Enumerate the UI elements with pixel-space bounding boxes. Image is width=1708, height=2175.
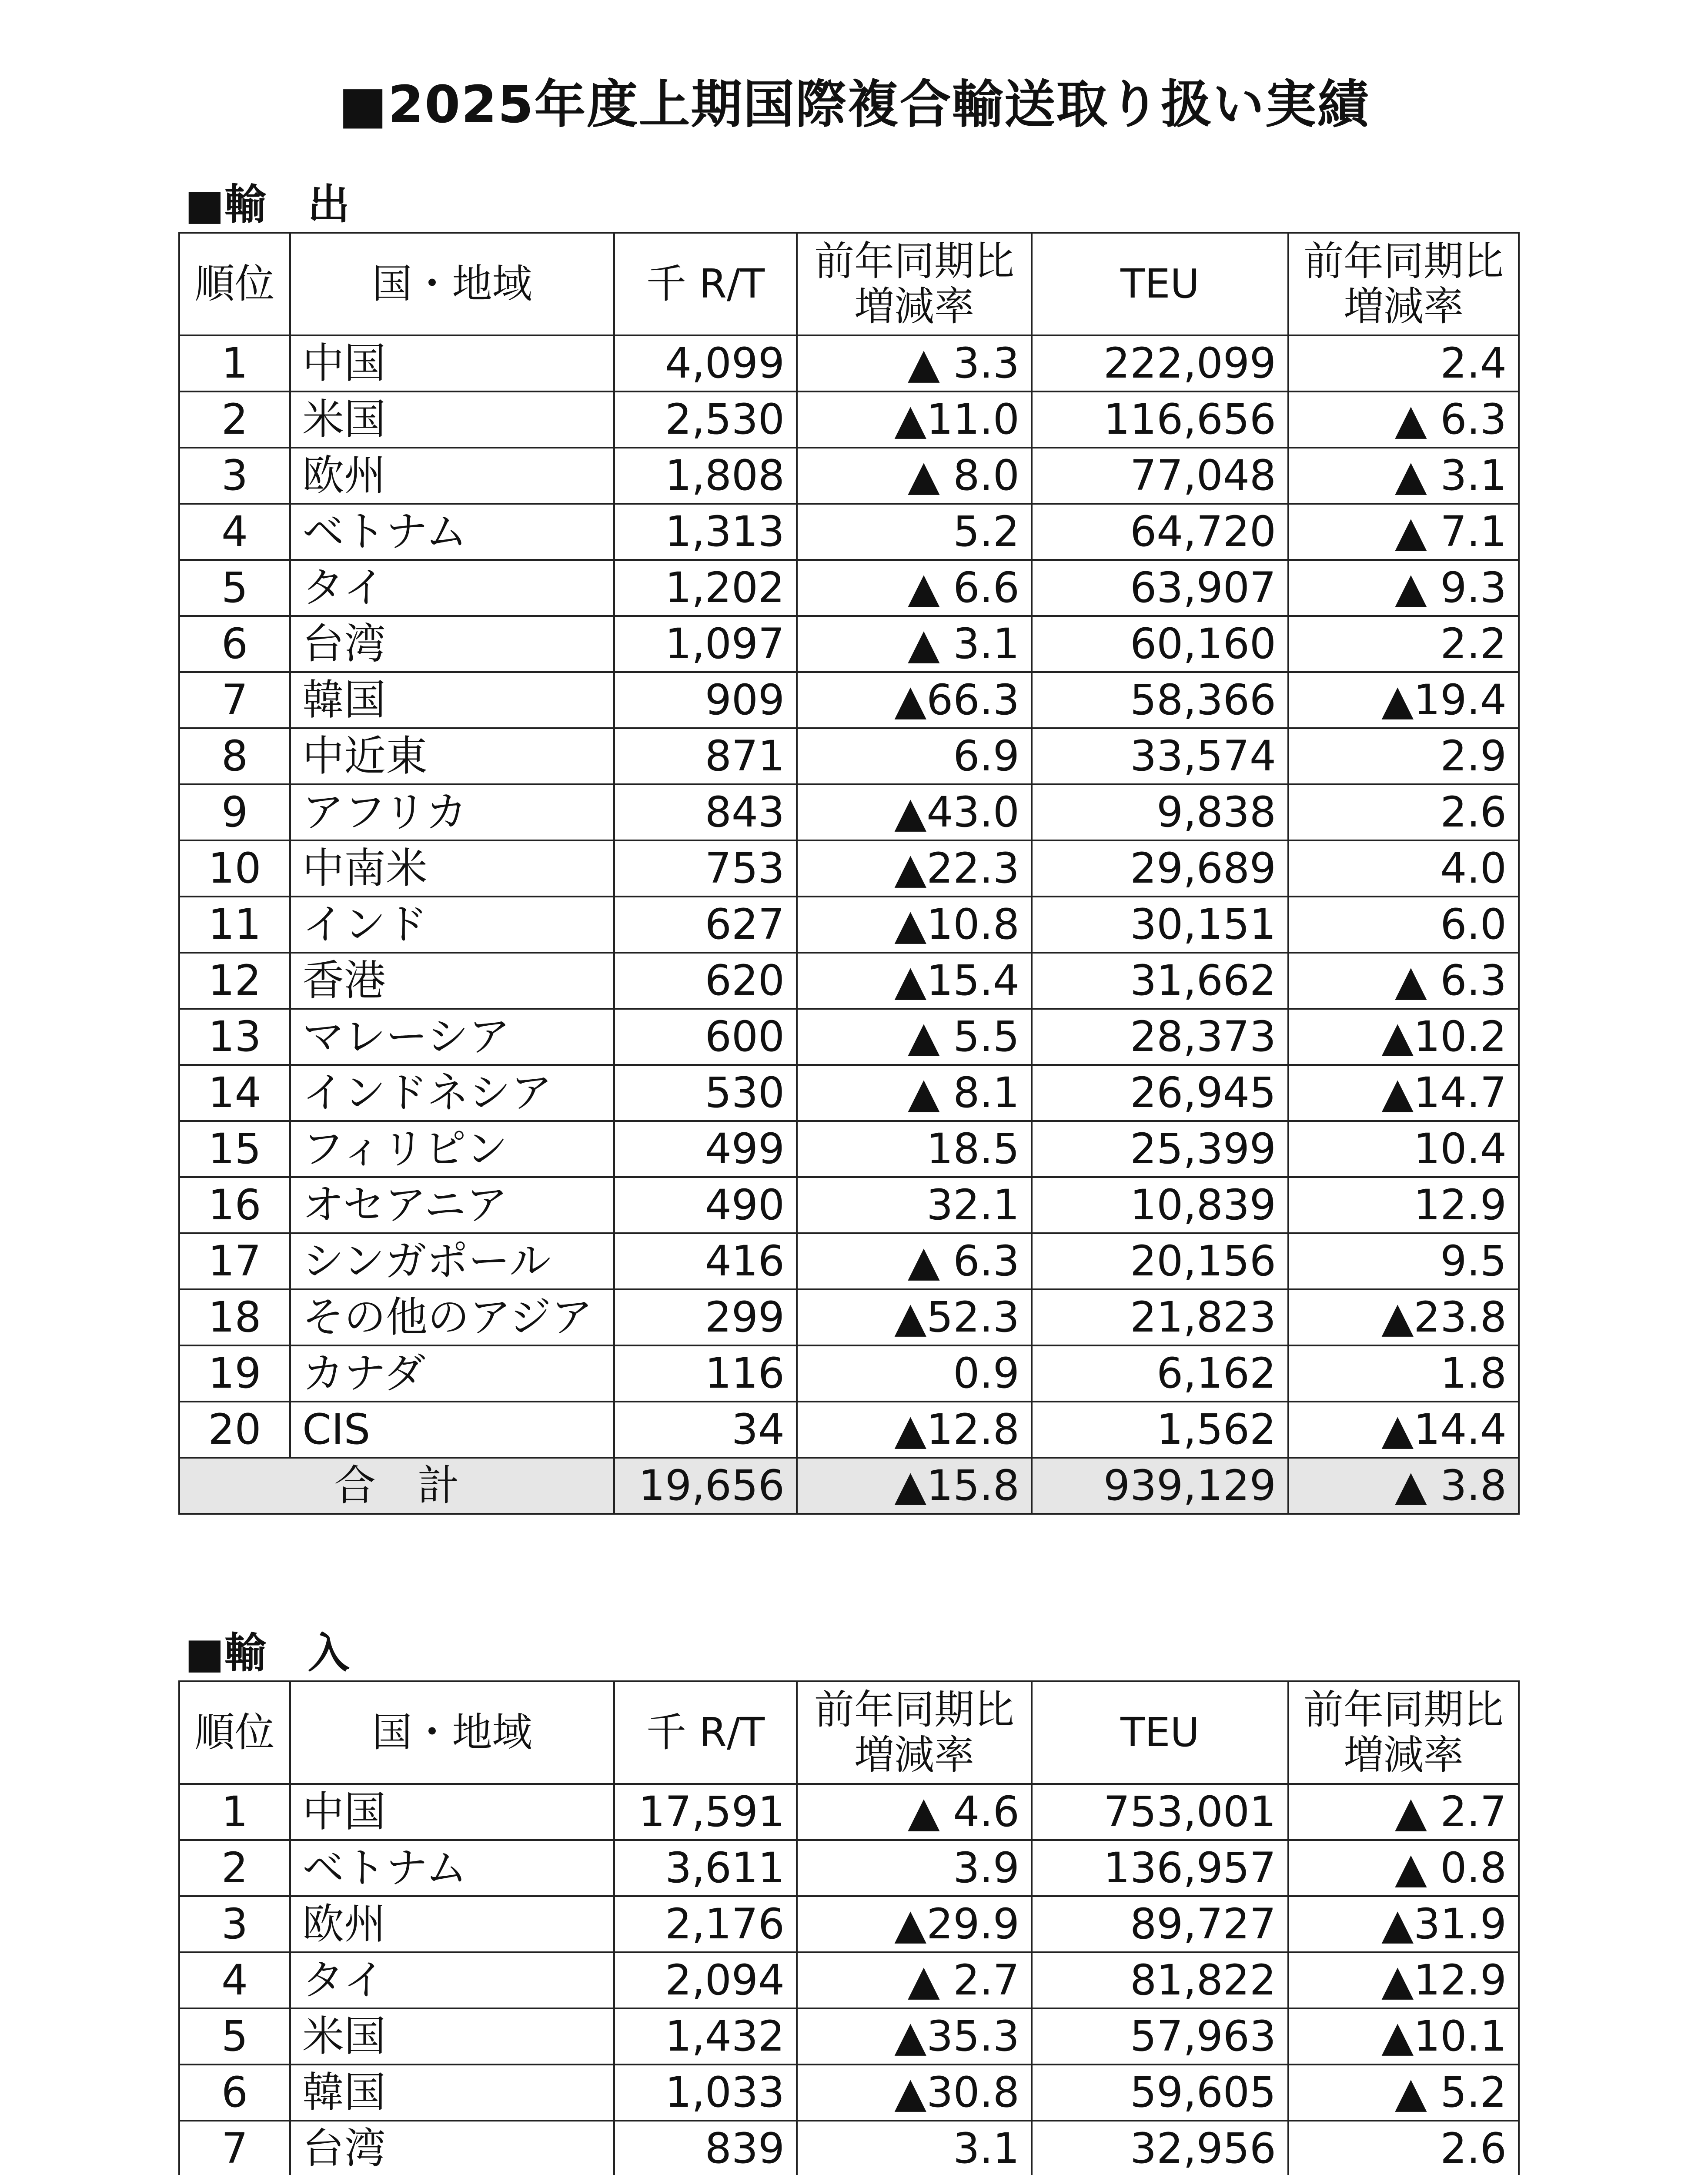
rank-cell: 2 bbox=[179, 1840, 290, 1896]
rt-rate-cell: ▲ 2.7 bbox=[797, 1952, 1032, 2008]
region-cell: その他のアジア bbox=[290, 1289, 614, 1345]
rank-cell: 6 bbox=[179, 2065, 290, 2121]
rt-rate-cell: ▲11.0 bbox=[797, 392, 1032, 448]
export-header-row bbox=[179, 233, 1519, 335]
rank-cell: 5 bbox=[179, 2008, 290, 2065]
page-title: ■2025年度上期国際複合輸送取り扱い実績 bbox=[338, 74, 1370, 134]
teu-cell: 1,562 bbox=[1032, 1402, 1288, 1458]
rt-cell: 490 bbox=[614, 1177, 797, 1233]
teu-cell: 25,399 bbox=[1032, 1121, 1288, 1177]
header-rt-rate-line1: 前年同期比 bbox=[814, 1686, 1014, 1733]
rt-cell: 1,808 bbox=[614, 448, 797, 504]
rt-rate-cell: ▲66.3 bbox=[797, 672, 1032, 728]
region-cell: 香港 bbox=[290, 953, 614, 1009]
header-rt-rate bbox=[797, 233, 1032, 335]
rt-cell: 620 bbox=[614, 953, 797, 1009]
rt-cell: 1,432 bbox=[614, 2008, 797, 2065]
region-cell: アフリカ bbox=[290, 784, 614, 840]
teu-rate-cell: ▲23.8 bbox=[1288, 1289, 1519, 1345]
rt-rate-cell: 6.9 bbox=[797, 728, 1032, 784]
rt-cell: 1,033 bbox=[614, 2065, 797, 2121]
header-rt-rate-line2: 増減率 bbox=[854, 1732, 974, 1778]
teu-rate-cell: 2.6 bbox=[1288, 2121, 1519, 2175]
teu-cell: 89,727 bbox=[1032, 1896, 1288, 1952]
teu-cell: 753,001 bbox=[1032, 1784, 1288, 1840]
rank-cell: 7 bbox=[179, 2121, 290, 2175]
teu-cell: 136,957 bbox=[1032, 1840, 1288, 1896]
region-cell: 韓国 bbox=[290, 672, 614, 728]
rt-cell: 2,176 bbox=[614, 1896, 797, 1952]
import-section-label: ■輸 入 bbox=[185, 1629, 350, 1677]
table-row bbox=[179, 1345, 1519, 1402]
teu-rate-cell: 6.0 bbox=[1288, 897, 1519, 953]
rt-cell: 909 bbox=[614, 672, 797, 728]
rt-rate-cell: ▲ 8.0 bbox=[797, 448, 1032, 504]
region-cell: 中国 bbox=[290, 1784, 614, 1840]
total-row bbox=[179, 1458, 1519, 1514]
rt-rate-cell: ▲ 5.5 bbox=[797, 1009, 1032, 1065]
rank-cell: 16 bbox=[179, 1177, 290, 1233]
header-teu-rate-line1: 前年同期比 bbox=[1303, 1686, 1504, 1733]
region-cell: 中近東 bbox=[290, 728, 614, 784]
teu-rate-cell: 2.9 bbox=[1288, 728, 1519, 784]
header-rt-rate-line2: 増減率 bbox=[854, 283, 974, 330]
rt-rate-cell: ▲35.3 bbox=[797, 2008, 1032, 2065]
region-cell: マレーシア bbox=[290, 1009, 614, 1065]
rank-cell: 1 bbox=[179, 335, 290, 392]
table-row bbox=[179, 728, 1519, 784]
region-cell: CIS bbox=[290, 1402, 614, 1458]
teu-cell: 33,574 bbox=[1032, 728, 1288, 784]
rt-rate-cell: 3.1 bbox=[797, 2121, 1032, 2175]
total-rt: 19,656 bbox=[614, 1458, 797, 1514]
region-cell: ベトナム bbox=[290, 504, 614, 560]
teu-cell: 58,366 bbox=[1032, 672, 1288, 728]
region-cell: 中国 bbox=[290, 335, 614, 392]
rank-cell: 2 bbox=[179, 392, 290, 448]
teu-rate-cell: ▲ 7.1 bbox=[1288, 504, 1519, 560]
rt-cell: 843 bbox=[614, 784, 797, 840]
region-cell: ベトナム bbox=[290, 1840, 614, 1896]
teu-rate-cell: ▲14.7 bbox=[1288, 1065, 1519, 1121]
teu-cell: 31,662 bbox=[1032, 953, 1288, 1009]
table-row bbox=[179, 1121, 1519, 1177]
teu-cell: 116,656 bbox=[1032, 392, 1288, 448]
rt-cell: 34 bbox=[614, 1402, 797, 1458]
region-cell: 台湾 bbox=[290, 616, 614, 672]
table-row bbox=[179, 1233, 1519, 1289]
header-rt-rate bbox=[797, 1681, 1032, 1784]
rank-cell: 4 bbox=[179, 504, 290, 560]
rt-rate-cell: ▲52.3 bbox=[797, 1289, 1032, 1345]
teu-cell: 26,945 bbox=[1032, 1065, 1288, 1121]
rank-cell: 15 bbox=[179, 1121, 290, 1177]
rt-cell: 1,097 bbox=[614, 616, 797, 672]
teu-cell: 63,907 bbox=[1032, 560, 1288, 616]
rt-cell: 1,313 bbox=[614, 504, 797, 560]
teu-cell: 60,160 bbox=[1032, 616, 1288, 672]
rank-cell: 5 bbox=[179, 560, 290, 616]
total-rt-rate: ▲15.8 bbox=[797, 1458, 1032, 1514]
teu-rate-cell: ▲10.1 bbox=[1288, 2008, 1519, 2065]
import-header-row bbox=[179, 1681, 1519, 1784]
rt-rate-cell: 32.1 bbox=[797, 1177, 1032, 1233]
table-row bbox=[179, 672, 1519, 728]
table-row bbox=[179, 1177, 1519, 1233]
rt-cell: 416 bbox=[614, 1233, 797, 1289]
rank-cell: 8 bbox=[179, 728, 290, 784]
table-row bbox=[179, 1840, 1519, 1896]
region-cell: シンガポール bbox=[290, 1233, 614, 1289]
table-row bbox=[179, 784, 1519, 840]
total-teu: 939,129 bbox=[1032, 1458, 1288, 1514]
teu-rate-cell: ▲10.2 bbox=[1288, 1009, 1519, 1065]
teu-cell: 77,048 bbox=[1032, 448, 1288, 504]
header-teu: TEU bbox=[1032, 1681, 1288, 1784]
total-teu-rate: ▲ 3.8 bbox=[1288, 1458, 1519, 1514]
rank-cell: 17 bbox=[179, 1233, 290, 1289]
table-row bbox=[179, 560, 1519, 616]
rank-cell: 9 bbox=[179, 784, 290, 840]
teu-rate-cell: 2.4 bbox=[1288, 335, 1519, 392]
teu-rate-cell: ▲ 0.8 bbox=[1288, 1840, 1519, 1896]
table-row bbox=[179, 2121, 1519, 2175]
table-row bbox=[179, 1289, 1519, 1345]
teu-cell: 30,151 bbox=[1032, 897, 1288, 953]
region-cell: フィリピン bbox=[290, 1121, 614, 1177]
region-cell: カナダ bbox=[290, 1345, 614, 1402]
table-row bbox=[179, 1009, 1519, 1065]
rt-cell: 1,202 bbox=[614, 560, 797, 616]
teu-cell: 21,823 bbox=[1032, 1289, 1288, 1345]
rt-rate-cell: ▲ 4.6 bbox=[797, 1784, 1032, 1840]
teu-rate-cell: 1.8 bbox=[1288, 1345, 1519, 1402]
rank-cell: 14 bbox=[179, 1065, 290, 1121]
rt-rate-cell: ▲ 3.1 bbox=[797, 616, 1032, 672]
rank-cell: 20 bbox=[179, 1402, 290, 1458]
rt-rate-cell: ▲29.9 bbox=[797, 1896, 1032, 1952]
region-cell: 欧州 bbox=[290, 1896, 614, 1952]
rt-rate-cell: ▲15.4 bbox=[797, 953, 1032, 1009]
rank-cell: 3 bbox=[179, 448, 290, 504]
header-rank: 順位 bbox=[179, 1681, 290, 1784]
region-cell: タイ bbox=[290, 1952, 614, 2008]
region-cell: インド bbox=[290, 897, 614, 953]
teu-rate-cell: ▲12.9 bbox=[1288, 1952, 1519, 2008]
teu-cell: 57,963 bbox=[1032, 2008, 1288, 2065]
rank-cell: 1 bbox=[179, 1784, 290, 1840]
total-label: 合 計 bbox=[179, 1458, 614, 1514]
region-cell: 米国 bbox=[290, 392, 614, 448]
rt-cell: 627 bbox=[614, 897, 797, 953]
teu-cell: 32,956 bbox=[1032, 2121, 1288, 2175]
table-row bbox=[179, 840, 1519, 897]
teu-rate-cell: ▲ 6.3 bbox=[1288, 392, 1519, 448]
teu-rate-cell: ▲14.4 bbox=[1288, 1402, 1519, 1458]
table-row bbox=[179, 897, 1519, 953]
region-cell: 台湾 bbox=[290, 2121, 614, 2175]
rt-cell: 839 bbox=[614, 2121, 797, 2175]
rt-cell: 4,099 bbox=[614, 335, 797, 392]
teu-cell: 81,822 bbox=[1032, 1952, 1288, 2008]
rank-cell: 7 bbox=[179, 672, 290, 728]
teu-cell: 64,720 bbox=[1032, 504, 1288, 560]
teu-rate-cell: 4.0 bbox=[1288, 840, 1519, 897]
teu-cell: 6,162 bbox=[1032, 1345, 1288, 1402]
table-row bbox=[179, 2065, 1519, 2121]
header-teu-rate bbox=[1288, 233, 1519, 335]
header-teu: TEU bbox=[1032, 233, 1288, 335]
rt-rate-cell: ▲12.8 bbox=[797, 1402, 1032, 1458]
rt-cell: 2,094 bbox=[614, 1952, 797, 2008]
header-rt: 千 R/T bbox=[614, 233, 797, 335]
region-cell: 欧州 bbox=[290, 448, 614, 504]
rt-cell: 116 bbox=[614, 1345, 797, 1402]
teu-rate-cell: ▲31.9 bbox=[1288, 1896, 1519, 1952]
table-row bbox=[179, 616, 1519, 672]
rt-rate-cell: ▲22.3 bbox=[797, 840, 1032, 897]
rt-cell: 3,611 bbox=[614, 1840, 797, 1896]
header-teu-rate-line2: 増減率 bbox=[1343, 283, 1464, 330]
teu-cell: 20,156 bbox=[1032, 1233, 1288, 1289]
rt-cell: 530 bbox=[614, 1065, 797, 1121]
rt-cell: 753 bbox=[614, 840, 797, 897]
import-table bbox=[178, 1680, 1520, 2175]
teu-rate-cell: ▲19.4 bbox=[1288, 672, 1519, 728]
table-row bbox=[179, 2008, 1519, 2065]
table-row bbox=[179, 448, 1519, 504]
table-row bbox=[179, 504, 1519, 560]
teu-cell: 9,838 bbox=[1032, 784, 1288, 840]
rt-rate-cell: 0.9 bbox=[797, 1345, 1032, 1402]
teu-rate-cell: ▲ 5.2 bbox=[1288, 2065, 1519, 2121]
rt-cell: 2,530 bbox=[614, 392, 797, 448]
table-row bbox=[179, 1952, 1519, 2008]
rank-cell: 6 bbox=[179, 616, 290, 672]
teu-rate-cell: 2.2 bbox=[1288, 616, 1519, 672]
teu-cell: 29,689 bbox=[1032, 840, 1288, 897]
rt-rate-cell: ▲10.8 bbox=[797, 897, 1032, 953]
rt-rate-cell: 18.5 bbox=[797, 1121, 1032, 1177]
teu-rate-cell: 9.5 bbox=[1288, 1233, 1519, 1289]
rank-cell: 18 bbox=[179, 1289, 290, 1345]
export-section-label: ■輸 出 bbox=[185, 180, 350, 229]
export-table bbox=[178, 232, 1520, 1515]
table-row bbox=[179, 1784, 1519, 1840]
header-rank: 順位 bbox=[179, 233, 290, 335]
table-row bbox=[179, 335, 1519, 392]
rt-rate-cell: ▲ 3.3 bbox=[797, 335, 1032, 392]
rt-rate-cell: ▲43.0 bbox=[797, 784, 1032, 840]
rank-cell: 4 bbox=[179, 1952, 290, 2008]
teu-cell: 10,839 bbox=[1032, 1177, 1288, 1233]
header-rt: 千 R/T bbox=[614, 1681, 797, 1784]
region-cell: 韓国 bbox=[290, 2065, 614, 2121]
region-cell: インドネシア bbox=[290, 1065, 614, 1121]
rt-cell: 299 bbox=[614, 1289, 797, 1345]
rank-cell: 10 bbox=[179, 840, 290, 897]
table-row bbox=[179, 953, 1519, 1009]
teu-rate-cell: ▲ 2.7 bbox=[1288, 1784, 1519, 1840]
teu-cell: 222,099 bbox=[1032, 335, 1288, 392]
rt-rate-cell: 3.9 bbox=[797, 1840, 1032, 1896]
header-teu-rate-line1: 前年同期比 bbox=[1303, 238, 1504, 284]
region-cell: 中南米 bbox=[290, 840, 614, 897]
rt-rate-cell: ▲ 6.3 bbox=[797, 1233, 1032, 1289]
rt-rate-cell: ▲ 8.1 bbox=[797, 1065, 1032, 1121]
header-teu-rate bbox=[1288, 1681, 1519, 1784]
header-region: 国・地域 bbox=[290, 233, 614, 335]
table-row bbox=[179, 1402, 1519, 1458]
teu-rate-cell: 2.6 bbox=[1288, 784, 1519, 840]
rt-cell: 600 bbox=[614, 1009, 797, 1065]
rt-rate-cell: 5.2 bbox=[797, 504, 1032, 560]
teu-rate-cell: ▲ 9.3 bbox=[1288, 560, 1519, 616]
table-row bbox=[179, 392, 1519, 448]
header-rt-rate-line1: 前年同期比 bbox=[814, 238, 1014, 284]
header-teu-rate-line2: 増減率 bbox=[1343, 1732, 1464, 1778]
region-cell: タイ bbox=[290, 560, 614, 616]
table-row bbox=[179, 1065, 1519, 1121]
region-cell: 米国 bbox=[290, 2008, 614, 2065]
rt-cell: 499 bbox=[614, 1121, 797, 1177]
rt-cell: 871 bbox=[614, 728, 797, 784]
teu-cell: 59,605 bbox=[1032, 2065, 1288, 2121]
table-row bbox=[179, 1896, 1519, 1952]
rt-rate-cell: ▲30.8 bbox=[797, 2065, 1032, 2121]
rank-cell: 3 bbox=[179, 1896, 290, 1952]
rt-rate-cell: ▲ 6.6 bbox=[797, 560, 1032, 616]
rank-cell: 13 bbox=[179, 1009, 290, 1065]
header-region: 国・地域 bbox=[290, 1681, 614, 1784]
rank-cell: 19 bbox=[179, 1345, 290, 1402]
rank-cell: 12 bbox=[179, 953, 290, 1009]
region-cell: オセアニア bbox=[290, 1177, 614, 1233]
rank-cell: 11 bbox=[179, 897, 290, 953]
teu-rate-cell: ▲ 3.1 bbox=[1288, 448, 1519, 504]
teu-rate-cell: 12.9 bbox=[1288, 1177, 1519, 1233]
teu-rate-cell: ▲ 6.3 bbox=[1288, 953, 1519, 1009]
teu-cell: 28,373 bbox=[1032, 1009, 1288, 1065]
rt-cell: 17,591 bbox=[614, 1784, 797, 1840]
teu-rate-cell: 10.4 bbox=[1288, 1121, 1519, 1177]
